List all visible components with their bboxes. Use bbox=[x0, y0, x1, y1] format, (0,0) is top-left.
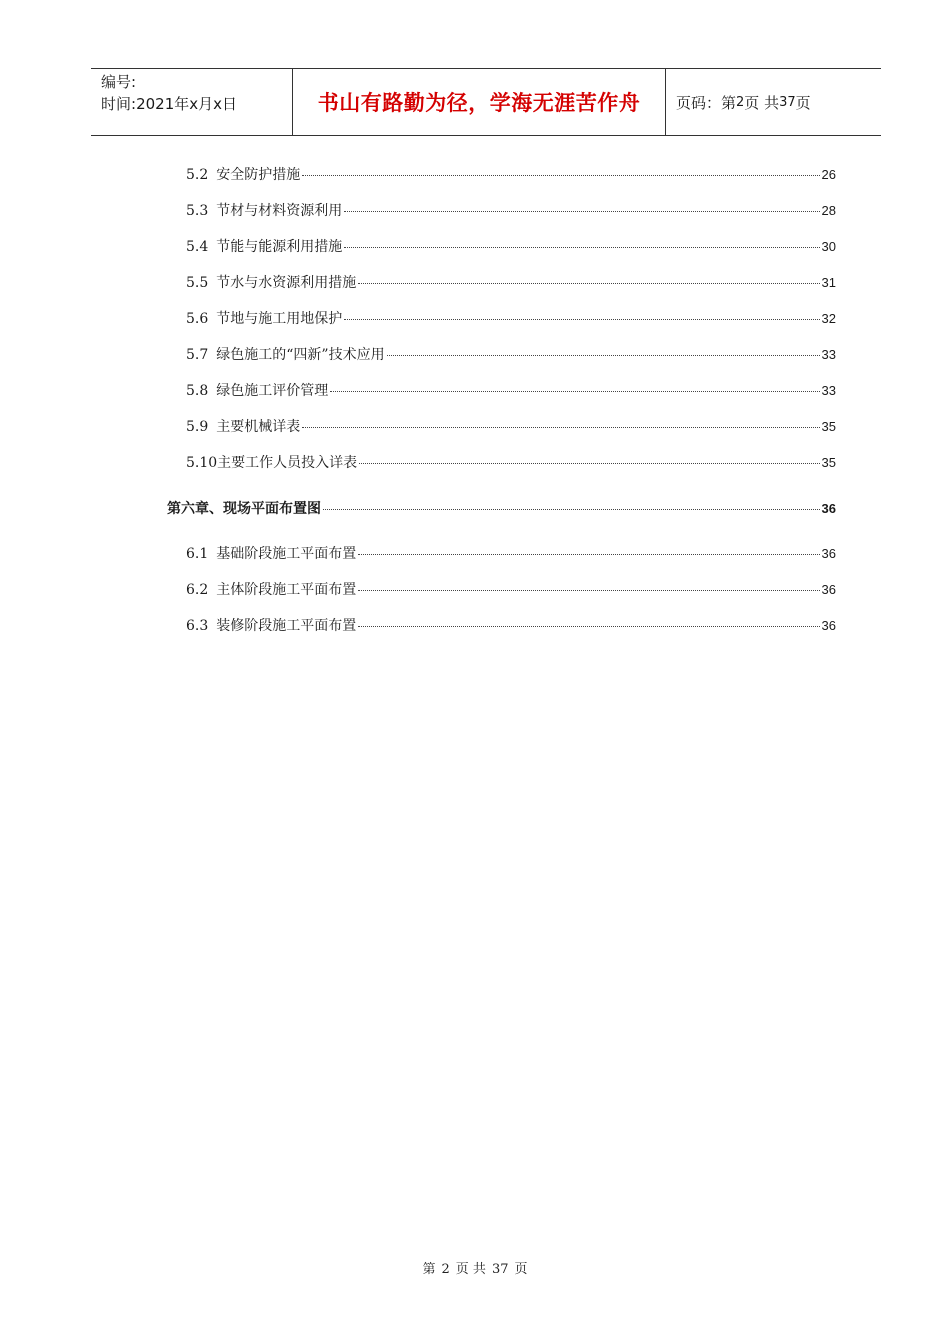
toc-entry-number: 6.2 bbox=[186, 582, 209, 598]
toc-entry-number: 5.6 bbox=[186, 311, 209, 327]
toc-entry[interactable] bbox=[186, 615, 836, 635]
header-page-suffix: 页 bbox=[795, 93, 811, 112]
toc-entry[interactable] bbox=[186, 200, 836, 220]
toc-entry-page: 28 bbox=[821, 203, 836, 218]
header-page-current: 2 bbox=[736, 94, 745, 110]
toc-leader-dots bbox=[358, 590, 819, 591]
toc-entry[interactable] bbox=[186, 272, 836, 292]
toc-leader-dots bbox=[302, 427, 819, 428]
toc-entry-title: 基础阶段施工平面布置 bbox=[216, 546, 357, 562]
toc-entry-title: 主体阶段施工平面布置 bbox=[216, 582, 357, 598]
toc-entry-number: 5.3 bbox=[186, 203, 209, 219]
toc-entry-number: 5.5 bbox=[186, 275, 209, 291]
toc-entry-page: 36 bbox=[821, 618, 836, 633]
toc-entry-title: 节地与施工用地保护 bbox=[216, 311, 343, 327]
toc-entry[interactable] bbox=[186, 344, 836, 364]
toc-entry-number: 5.9 bbox=[186, 419, 209, 435]
toc-entry-title: 节材与材料资源利用 bbox=[216, 203, 343, 219]
toc-entry[interactable] bbox=[186, 579, 836, 599]
toc-entry[interactable] bbox=[186, 452, 836, 472]
toc-entry[interactable] bbox=[186, 236, 836, 256]
toc-entry-page: 33 bbox=[821, 383, 836, 398]
toc-entry-number: 6.3 bbox=[186, 618, 209, 634]
toc-entry-page: 26 bbox=[821, 167, 836, 182]
toc-entry-title: 主要工作人员投入详表 bbox=[217, 455, 358, 471]
header-meta bbox=[91, 69, 293, 135]
toc-chapter-page: 36 bbox=[821, 501, 836, 516]
toc-entry-page: 33 bbox=[821, 347, 836, 362]
toc-leader-dots bbox=[302, 175, 819, 176]
time-value: 2021年x月x日 bbox=[136, 95, 237, 113]
toc-entry-number: 5.10 bbox=[186, 455, 218, 471]
code-label: 编号: bbox=[101, 73, 137, 91]
toc-leader-dots bbox=[358, 626, 819, 627]
toc-leader-dots bbox=[359, 463, 819, 464]
footer-prefix: 第 bbox=[422, 1262, 436, 1277]
toc-leader-dots bbox=[344, 211, 819, 212]
toc-entry-page: 32 bbox=[821, 311, 836, 326]
toc-entry[interactable] bbox=[186, 380, 836, 400]
toc-entry-title: 节能与能源利用措施 bbox=[216, 239, 343, 255]
toc-leader-dots bbox=[344, 247, 819, 248]
header-page-prefix: 页码：第 bbox=[676, 93, 737, 112]
toc-entry-number: 5.7 bbox=[186, 347, 209, 363]
toc-leader-dots bbox=[387, 355, 820, 356]
header-motto: 书山有路勤为径，学海无涯苦作舟 bbox=[317, 91, 641, 115]
toc-entry[interactable] bbox=[186, 543, 836, 563]
time-label: 时间: bbox=[101, 95, 137, 113]
header-page-mid: 页 共 bbox=[744, 93, 780, 112]
toc-leader-dots bbox=[323, 509, 820, 510]
toc-entry-page: 35 bbox=[821, 455, 836, 470]
toc-entry-title: 绿色施工的“四新”技术应用 bbox=[216, 347, 385, 363]
toc-leader-dots bbox=[358, 554, 819, 555]
page-header bbox=[91, 68, 881, 136]
toc-entry-title: 主要机械详表 bbox=[216, 419, 301, 435]
toc-entry[interactable] bbox=[186, 416, 836, 436]
toc-entry-title: 节水与水资源利用措施 bbox=[216, 275, 357, 291]
toc-leader-dots bbox=[358, 283, 819, 284]
page-footer bbox=[0, 1258, 950, 1277]
header-motto-cell bbox=[293, 69, 666, 135]
toc-leader-dots bbox=[330, 391, 819, 392]
toc-entry-page: 36 bbox=[821, 582, 836, 597]
footer-current: 2 bbox=[441, 1262, 450, 1277]
toc-entry-title: 安全防护措施 bbox=[216, 167, 301, 183]
footer-suffix: 页 bbox=[514, 1262, 528, 1277]
toc-leader-dots bbox=[344, 319, 819, 320]
toc-entry[interactable] bbox=[186, 164, 836, 184]
toc-entry-number: 5.8 bbox=[186, 383, 209, 399]
header-page-info bbox=[666, 69, 881, 135]
toc-entry-number: 5.2 bbox=[186, 167, 209, 183]
footer-mid: 页 共 bbox=[455, 1262, 486, 1277]
footer-total: 37 bbox=[491, 1262, 509, 1277]
toc-entry-page: 30 bbox=[821, 239, 836, 254]
time-line bbox=[101, 93, 292, 115]
toc-entry-title: 绿色施工评价管理 bbox=[216, 383, 329, 399]
toc-entry[interactable] bbox=[186, 308, 836, 328]
toc-entry-number: 6.1 bbox=[186, 546, 209, 562]
toc-entry-page: 36 bbox=[821, 546, 836, 561]
toc-entry-page: 35 bbox=[821, 419, 836, 434]
header-page-total: 37 bbox=[779, 94, 796, 110]
toc-entry-title: 装修阶段施工平面布置 bbox=[216, 618, 357, 634]
toc-chapter-title: 第六章、现场平面布置图 bbox=[167, 501, 321, 517]
toc-chapter-entry[interactable] bbox=[167, 498, 836, 518]
toc-entry-page: 31 bbox=[821, 275, 836, 290]
toc-entry-number: 5.4 bbox=[186, 239, 209, 255]
